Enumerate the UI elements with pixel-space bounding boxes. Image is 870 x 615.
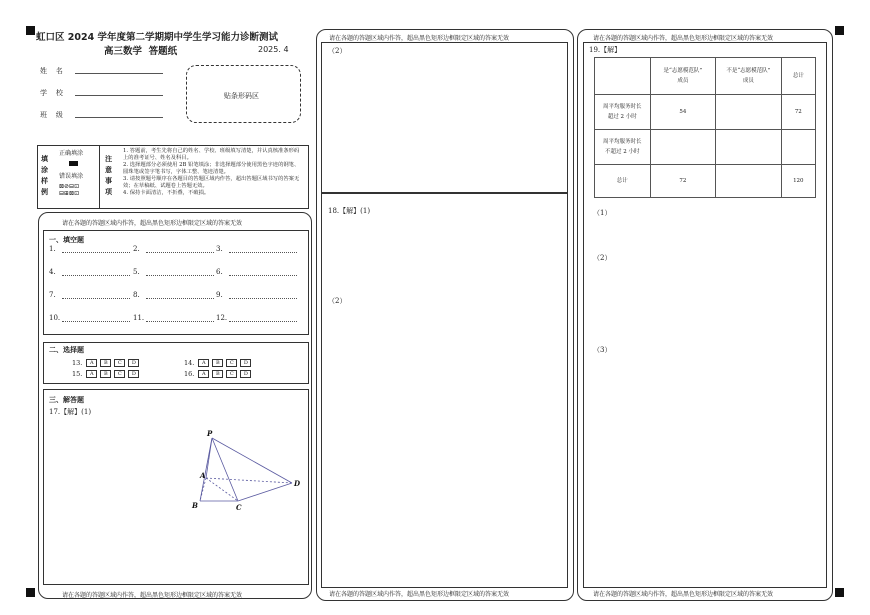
area-notice-top: 请在各题的答题区域内作答，超出黑色矩形边框限定区域的答案无效	[593, 35, 774, 42]
area-notice-bottom: 请在各题的答题区域内作答，超出黑色矩形边框限定区域的答案无效	[62, 592, 243, 599]
blank-number-8: 8.	[133, 291, 140, 299]
choice-number: 14.	[184, 359, 195, 367]
blank-answer-6[interactable]	[229, 275, 297, 276]
table-cell: 54	[650, 95, 716, 130]
option-c-bubble[interactable]: C	[226, 359, 237, 367]
option-b-bubble[interactable]: B	[100, 370, 111, 378]
name-field[interactable]	[75, 73, 163, 74]
blank-answer-10[interactable]	[62, 321, 130, 322]
q17-part2-label: （2）	[328, 47, 347, 55]
blank-number-5: 5.	[133, 268, 140, 276]
vertex-label-p: P	[207, 429, 213, 438]
class-label: 班 级	[40, 111, 63, 119]
vertex-label-b: B	[192, 501, 198, 510]
area-notice-bottom: 请在各题的答题区域内作答，超出黑色矩形边框限定区域的答案无效	[329, 591, 510, 598]
notice-item: 2. 选择题部分必须使用 2B 铅笔填涂；非选择题部分使用黑色字迹的钢笔、圆珠笔或签字笔书写，字体工整、笔迹清楚。	[123, 162, 300, 175]
blank-answer-8[interactable]	[146, 298, 214, 299]
option-d-bubble[interactable]: D	[128, 370, 139, 378]
school-field[interactable]	[75, 95, 163, 96]
table-cell[interactable]	[716, 165, 782, 198]
wrong-fill-label: 错误填涂	[59, 173, 84, 180]
option-c-bubble[interactable]: C	[114, 359, 125, 367]
q18-part2-label: （2）	[328, 297, 347, 305]
school-label: 学 校	[40, 89, 63, 97]
option-d-bubble[interactable]: D	[240, 370, 251, 378]
option-b-bubble[interactable]: B	[100, 359, 111, 367]
notice-label: 注 意 事 项	[105, 154, 112, 196]
pyramid-diagram	[184, 428, 309, 513]
barcode-area	[186, 65, 301, 123]
blank-answer-4[interactable]	[62, 275, 130, 276]
notice-item: 3. 请按照题号顺序在各题目的答题区域内作答，超出答题区域书写的答案无效；在草稿纸、试题卷上答题无效。	[123, 176, 300, 189]
choice-heading: 二、选择题	[49, 346, 84, 354]
q18-box	[321, 192, 568, 588]
option-a-bubble[interactable]: A	[198, 370, 209, 378]
correct-fill-label: 正确填涂	[59, 150, 84, 157]
vertex-label-a: A	[200, 471, 206, 480]
table-cell[interactable]	[716, 95, 782, 130]
blank-number-9: 9.	[216, 291, 223, 299]
table-cell[interactable]	[650, 130, 716, 165]
q19-part1-label: （1）	[593, 209, 612, 217]
q17-label: 17.【解】(1)	[49, 408, 92, 416]
blank-answer-1[interactable]	[62, 252, 130, 253]
option-d-bubble[interactable]: D	[240, 359, 251, 367]
fill-blank-heading: 一、填空题	[49, 236, 84, 244]
class-field[interactable]	[75, 117, 163, 118]
table-cell[interactable]	[595, 58, 651, 95]
answer-panel-1	[38, 212, 312, 599]
vertex-label-d: D	[294, 479, 301, 488]
exam-title: 虹口区 2024 学年度第二学期期中学生学习能力诊断测试	[36, 32, 279, 43]
vertex-label-c: C	[236, 503, 242, 512]
table-row	[595, 165, 816, 198]
choice-section	[43, 342, 309, 384]
choice-question-14	[184, 359, 254, 367]
instructions-box	[37, 145, 309, 209]
solve-heading: 三、解答题	[49, 396, 84, 404]
name-label: 姓 名	[40, 67, 63, 75]
notice-list	[123, 148, 303, 197]
q19-part3-label: （3）	[593, 346, 612, 354]
blank-number-11: 11.	[133, 314, 145, 322]
q19-label: 19.【解】	[589, 46, 622, 54]
notice-item: 4. 保持卡面清洁，不折叠，不破损。	[123, 190, 210, 196]
blank-number-12: 12.	[216, 314, 228, 322]
blank-number-1: 1.	[49, 245, 56, 253]
choice-number: 15.	[72, 370, 83, 378]
fill-blank-section	[43, 230, 309, 335]
table-row	[595, 58, 816, 95]
table-row	[595, 130, 816, 165]
area-notice-bottom: 请在各题的答题区域内作答，超出黑色矩形边框限定区域的答案无效	[593, 591, 774, 598]
blank-answer-12[interactable]	[229, 321, 297, 322]
divider	[99, 146, 100, 208]
q19-box	[583, 42, 827, 588]
answer-panel-3	[577, 29, 833, 601]
table-cell: 总计	[595, 165, 651, 198]
blank-answer-3[interactable]	[229, 252, 297, 253]
barcode-label: 贴条形码区	[224, 92, 259, 100]
correct-fill-sample	[69, 161, 78, 166]
blank-number-10: 10.	[49, 314, 61, 322]
table-cell: 72	[650, 165, 716, 198]
notice-item: 1. 答题前，考生先将自己的姓名、学校、班级填写清楚，并认真核准条形码上的准考证号、姓名及科目。	[123, 148, 300, 161]
choice-number: 16.	[184, 370, 195, 378]
choice-number: 13.	[72, 359, 83, 367]
table-cell: 不是“志愿模范队” 成员	[716, 58, 782, 95]
q18-label: 18.【解】(1)	[328, 207, 371, 215]
table-cell[interactable]	[781, 130, 815, 165]
table-row	[595, 95, 816, 130]
choice-question-16	[184, 370, 254, 378]
option-b-bubble[interactable]: B	[212, 359, 223, 367]
option-b-bubble[interactable]: B	[212, 370, 223, 378]
area-notice-top: 请在各题的答题区域内作答，超出黑色矩形边框限定区域的答案无效	[329, 35, 510, 42]
blank-answer-7[interactable]	[62, 298, 130, 299]
blank-answer-2[interactable]	[146, 252, 214, 253]
table-cell: 72	[781, 95, 815, 130]
blank-number-4: 4.	[49, 268, 56, 276]
wrong-fill-sample: ⊠⊘⊟⊡ ⊟⊞⊠⊡	[59, 183, 80, 197]
choice-question-15	[72, 370, 142, 378]
blank-number-2: 2.	[133, 245, 140, 253]
table-cell: 120	[781, 165, 815, 198]
subject-title: 高三数学 答题纸	[104, 46, 178, 57]
q17-part2-box	[321, 42, 568, 194]
blank-number-6: 6.	[216, 268, 223, 276]
table-cell: 总计	[781, 58, 815, 95]
option-a-bubble[interactable]: A	[86, 370, 97, 378]
choice-question-13	[72, 359, 142, 367]
table-cell: 周平均服务时长 不超过 2 小时	[595, 130, 651, 165]
table-cell[interactable]	[716, 130, 782, 165]
area-notice-top: 请在各题的答题区域内作答，超出黑色矩形边框限定区域的答案无效	[62, 220, 243, 227]
registration-mark	[26, 588, 35, 597]
blank-answer-11[interactable]	[146, 321, 214, 322]
exam-date: 2025. 4	[258, 45, 289, 54]
registration-mark	[835, 588, 844, 597]
option-a-bubble[interactable]: A	[198, 359, 209, 367]
option-a-bubble[interactable]: A	[86, 359, 97, 367]
q19-part2-label: （2）	[593, 254, 612, 262]
sample-label: 填 涂 样 例	[41, 154, 48, 196]
blank-answer-5[interactable]	[146, 275, 214, 276]
option-c-bubble[interactable]: C	[114, 370, 125, 378]
table-cell: 是“志愿模范队” 成员	[650, 58, 716, 95]
contingency-table	[594, 57, 816, 198]
solve-section	[43, 389, 309, 585]
blank-number-3: 3.	[216, 245, 223, 253]
answer-panel-2	[316, 29, 574, 601]
table-cell: 周平均服务时长 超过 2 小时	[595, 95, 651, 130]
registration-mark	[835, 26, 844, 35]
registration-mark	[26, 26, 35, 35]
option-d-bubble[interactable]: D	[128, 359, 139, 367]
blank-answer-9[interactable]	[229, 298, 297, 299]
blank-number-7: 7.	[49, 291, 56, 299]
option-c-bubble[interactable]: C	[226, 370, 237, 378]
